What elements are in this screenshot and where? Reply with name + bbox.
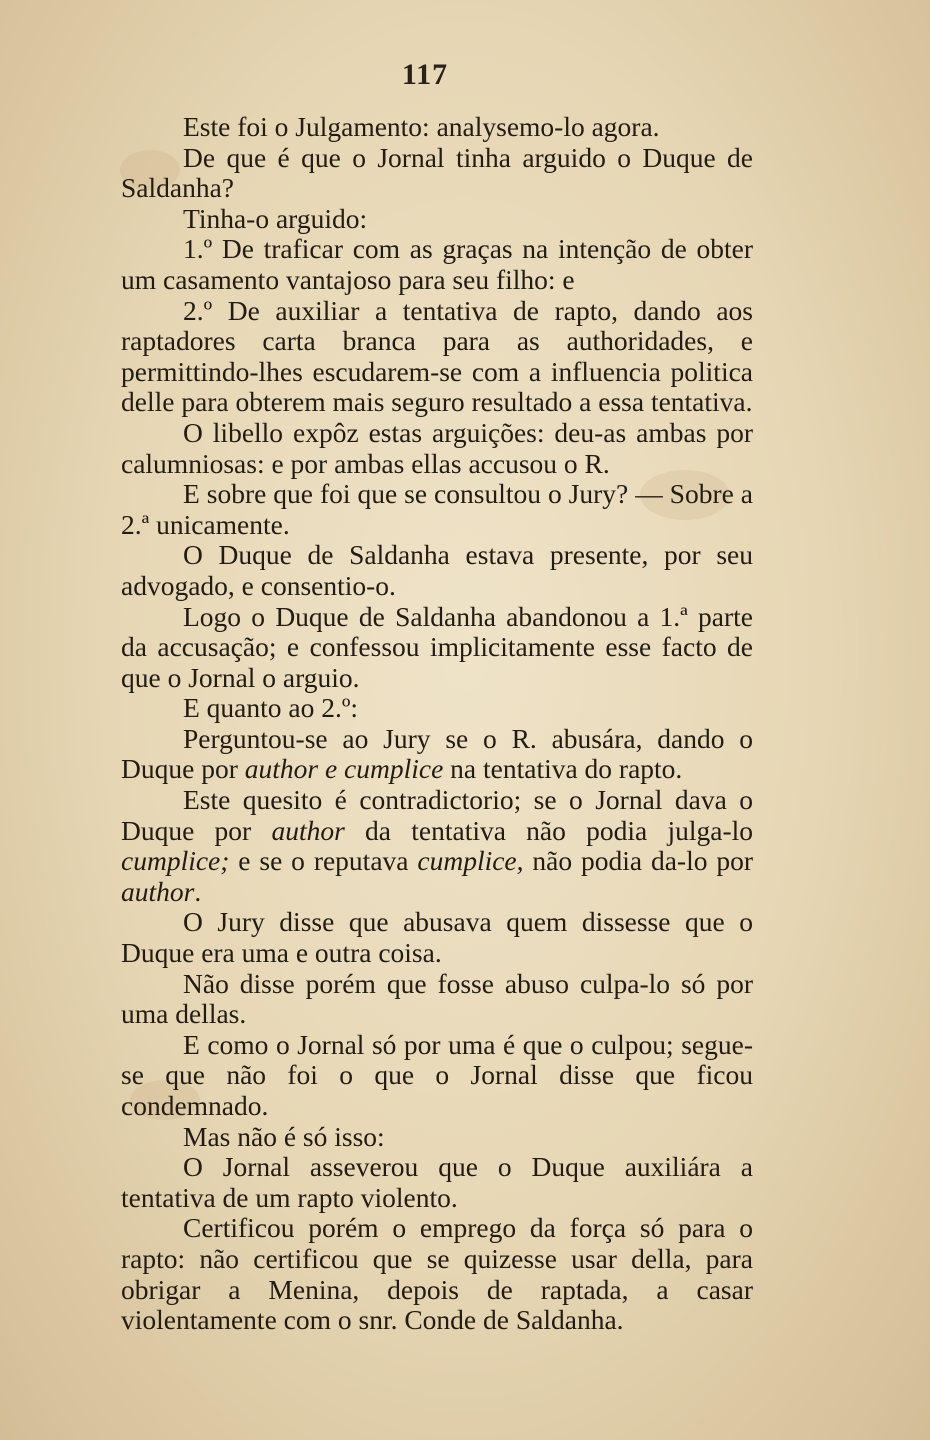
paragraph: Mas não é só isso: — [183, 1120, 385, 1152]
paragraph: E quanto ao 2.º: — [183, 692, 359, 724]
paragraph: E como o Jornal só por uma é que o culpou; segue-se que não foi o que o Jornal disse que ficou condemnado. — [121, 1028, 753, 1121]
paragraph: Não disse porém que fosse abuso culpa-lo só por uma dellas. — [121, 967, 753, 1030]
italic-term: author e cumplice — [244, 753, 444, 785]
body-text — [121, 112, 753, 1336]
paragraph: Logo o Duque de Saldanha abandonou a 1.ª parte da accusação; e confessou implicitamente esse facto de que o Jornal o arguio. — [121, 600, 753, 693]
italic-term: author — [271, 814, 345, 846]
paragraph — [121, 785, 753, 907]
text-run: Este quesito é contradictorio; se o Jornal dava o Duque por — [121, 784, 753, 846]
paragraph: O Jornal asseverou que o Duque auxiliára a tentativa de um rapto violento. — [121, 1151, 753, 1213]
text-run: não podia da-lo por — [523, 845, 754, 877]
italic-term: cumplice, — [417, 845, 524, 877]
paragraph: 1.º De traficar com as graças na intenção de obter um casamento vantajoso para seu filho: e — [121, 233, 753, 295]
paragraph: Tinha-o arguido: — [183, 202, 368, 234]
paragraph: Certificou porém o emprego da força só para o rapto: não certificou que se quizesse usar della, para obrigar a Menina, depois de raptada, a casar violentamente com o snr. Conde de Saldanha. — [121, 1212, 753, 1336]
text-run: . — [194, 875, 202, 907]
paragraph: O libello expôz estas arguições: deu-as ambas por calumniosas: e por ambas ellas accusou o R. — [121, 416, 753, 479]
paragraph: Este foi o Julgamento: analysemo-lo agora. — [183, 111, 660, 142]
italic-term: cumplice; — [121, 845, 230, 877]
text-run: da tentativa não podia julga-lo — [344, 814, 753, 846]
text-run: Perguntou-se ao Jury se o R. abusára, dando o Duque por — [121, 722, 753, 785]
italic-term: author — [121, 875, 195, 907]
paragraph — [121, 724, 753, 785]
paragraph: 2.º De auxiliar a tentativa de rapto, dando aos raptadores carta branca para as authoridades, e permittindo-lhes escudarem-se com a influencia politica delle para obterem mais seguro resultado a essa tentativa. — [121, 294, 753, 418]
text-run: e se o reputava — [229, 845, 418, 877]
paragraph: E sobre que foi que se consultou o Jury? — Sobre a 2.ª unicamente. — [121, 478, 753, 540]
paragraph: De que é que o Jornal tinha arguido o Duque de Saldanha? — [121, 141, 753, 204]
text-run: na tentativa do rapto. — [443, 753, 683, 785]
paragraph: O Duque de Saldanha estava presente, por seu advogado, e consentio-o. — [121, 539, 753, 601]
page-number: 117 — [401, 58, 449, 91]
paragraph: O Jury disse que abusava quem dissesse que o Duque era uma e outra coisa. — [121, 906, 753, 969]
